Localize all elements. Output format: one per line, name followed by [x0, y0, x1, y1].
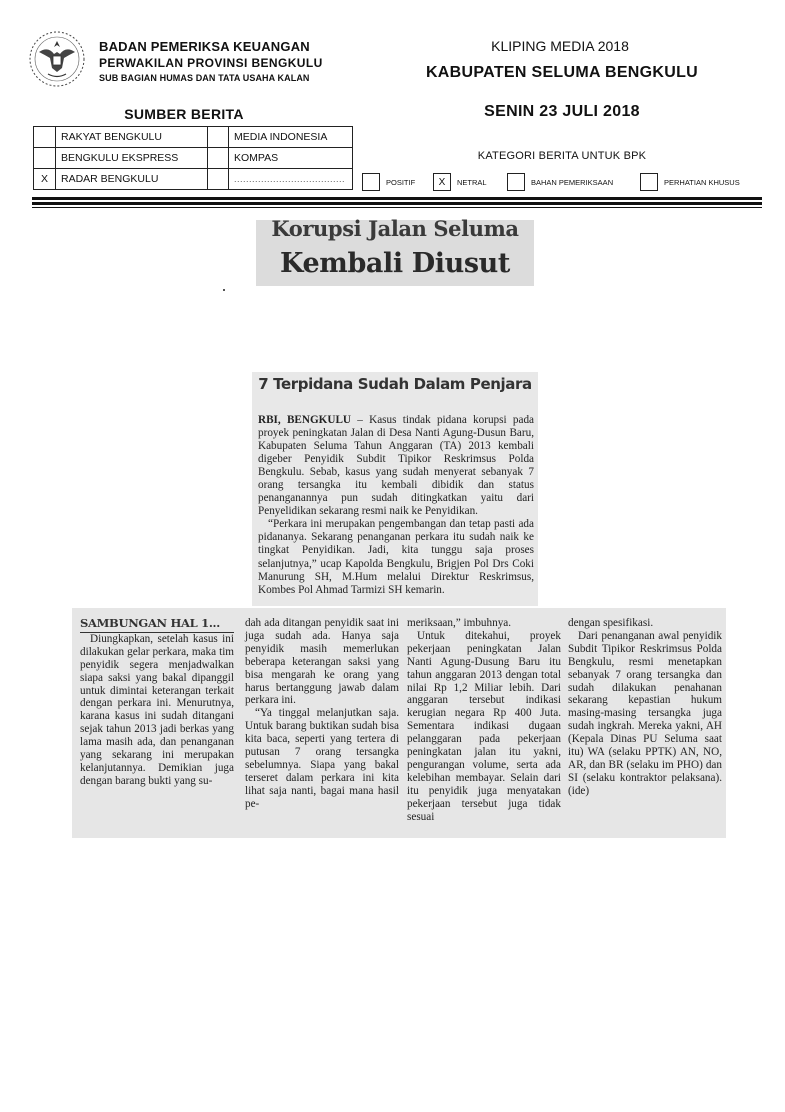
org-name-line2: PERWAKILAN PROVINSI BENGKULU: [99, 56, 323, 70]
kategori-title: KATEGORI BERITA UNTUK BPK: [477, 150, 647, 162]
source-name: RAKYAT BENGKULU: [56, 127, 208, 148]
divider: [32, 207, 762, 208]
category-bahan-pemeriksaan: [507, 172, 613, 192]
sumber-berita-table: [33, 126, 353, 190]
table-row: [34, 148, 353, 169]
date-title: SENIN 23 JULI 2018: [484, 103, 640, 120]
category-label: POSITIF: [386, 177, 416, 187]
category-perhatian-khusus: [640, 172, 740, 192]
source-checkbox: [34, 148, 56, 169]
sumber-berita-title: SUMBER BERITA: [124, 106, 244, 122]
source-name: MEDIA INDONESIA: [229, 127, 353, 148]
category-checkbox: X: [433, 173, 451, 191]
article-column-2: [245, 617, 399, 811]
category-checkbox: [507, 173, 525, 191]
category-checkbox: [362, 173, 380, 191]
column-paragraph: meriksaan,” imbuhnya.: [407, 617, 512, 629]
source-name: BENGKULU EKSPRESS: [56, 148, 208, 169]
column-paragraph: Diungkapkan, setelah kasus ini dilakukan gelar perkara, maka tim penyidik segera menjadwalkan siapa saksi yang bakal dipanggil untuk dimintai keterangan terkait dengan perkara ini. Menurutnya, karana kasus ini sudah ditangani sejak tahun 2013 jadi berkas yang lama masih ada, dan penanganan yang sekarang ini merupakan kelanjutannya. Demikian juga dengan barang bukti yang su-: [80, 632, 234, 787]
table-row: [34, 169, 353, 190]
continuation-label: SAMBUNGAN HAL 1...: [80, 617, 234, 633]
lead-story: [258, 414, 534, 597]
source-checkbox: X: [34, 169, 56, 190]
category-checkbox: [640, 173, 658, 191]
article-column-4: [568, 617, 722, 798]
source-checkbox: [34, 127, 56, 148]
org-name-line3: SUB BAGIAN HUMAS DAN TATA USAHA KALAN: [99, 73, 310, 83]
garuda-emblem-icon: [26, 28, 88, 90]
source-name: RADAR BENGKULU: [56, 169, 208, 190]
source-name: KOMPAS: [229, 148, 353, 169]
column-paragraph: Dari penanganan awal penyidik Subdit Tipikor Reskrimsus Polda Bengkulu, resmi menetapkan sebanyak 7 orang tersangka dan sudah dilakukan penahanan sekarang kepastian hukum masing-masing tersangka juga sudah ingkrah. Mereka yakni, AH (Kepala Dinas PU Seluma saat itu) WA (selaku PPTK) AN, NO, AR, dan BR (selaku im PHO) dan SI (selaku kontraktor pelaksana). (ide): [568, 629, 722, 797]
quote-paragraph: “Perkara ini merupakan pengembangan dan tetap pasti ada pidananya. Sekarang penanganan perkara itu sudah naik ke tingkat Penyidikan. Jadi, kita tunggu saja proses selanjutnya,” ucap Kapolda Bengkulu, Brigjen Pol Drs Coki Manurung SH, M.Hum melalui Direktur Reskrimsus, Kombes Pol Ahmad Tarmizi SH kemarin.: [258, 518, 534, 596]
article-column-3: [407, 617, 561, 824]
source-name-blank: .....................................: [229, 169, 353, 190]
divider: [32, 202, 762, 205]
category-netral: [433, 172, 487, 192]
category-label: NETRAL: [457, 177, 487, 187]
article-column-1: [80, 617, 234, 788]
subheadline: 7 Terpidana Sudah Dalam Penjara: [258, 375, 532, 393]
category-label: PERHATIAN KHUSUS: [664, 177, 740, 187]
dateline: RBI, BENGKULU: [258, 414, 351, 426]
region-title: KABUPATEN SELUMA BENGKULU: [425, 64, 699, 81]
column-paragraph: Untuk ditekahui, proyek pekerjaan peningkatan Jalan Nanti Agung-Dusung Baru itu tahun anggaran 2013 dengan total nilai Rp 1,2 Miliar lebih. Dari anggaran tersebut indikasi kerugian negara Rp 400 Juta. Sementara indikasi dugaan pelanggaran pada pekerjaan peningkatan jalan itu yakni, pengurangan volume, serta ada kelebihan membayar. Selain dari itu penyidik juga menyatakan pekerjaan tersebut juga tidak sesuai: [407, 629, 561, 823]
category-label: BAHAN PEMERIKSAAN: [531, 177, 614, 187]
column-paragraph: dengan spesifikasi.: [568, 617, 654, 629]
kliping-title: KLIPING MEDIA 2018: [491, 38, 629, 54]
divider: [32, 197, 762, 200]
category-positif: [362, 172, 415, 192]
headline-line2: Kembali Diusut: [280, 248, 510, 279]
table-row: [34, 127, 353, 148]
headline-line1: Korupsi Jalan Seluma: [271, 216, 519, 241]
column-paragraph: “Ya tinggal melanjutkan saja. Untuk barang buktikan sudah bisa kita baca, seperti yang tertera di putusan 7 orang tersangka sebelumnya. Siapa yang bakal terseret dalam perkara ini kita lihat saja nanti, bagai mana hasil pe-: [245, 707, 399, 810]
lead-paragraph: RBI, BENGKULU – Kasus tindak pidana korupsi pada proyek peningkatan Jalan di Desa Nanti Agung-Dusun Baru, Kabupaten Seluma Tahun Anggaran (TA) 2013 kembali digeber Penyidik Subdit Tipikor Reskrimsus Polda Bengkulu. Sebab, kasus yang sudah menyerat sebanyak 7 orang tersangka itu kembali dibidik dan status penanganannya pun sudah ditingkatkan yaitu dari Penyelidikan sekarang resmi naik ke Penyidikan.: [258, 414, 534, 518]
org-name-line1: BADAN PEMERIKSA KEUANGAN: [99, 39, 310, 54]
column-paragraph: dah ada ditangan penyidik saat ini juga sudah ada. Hanya saja penyidik masih memerlukan beberapa keterangan saksi yang bisa mengarah ke orang yang harus bertanggung jawab dalam perkara ini.: [245, 617, 399, 707]
